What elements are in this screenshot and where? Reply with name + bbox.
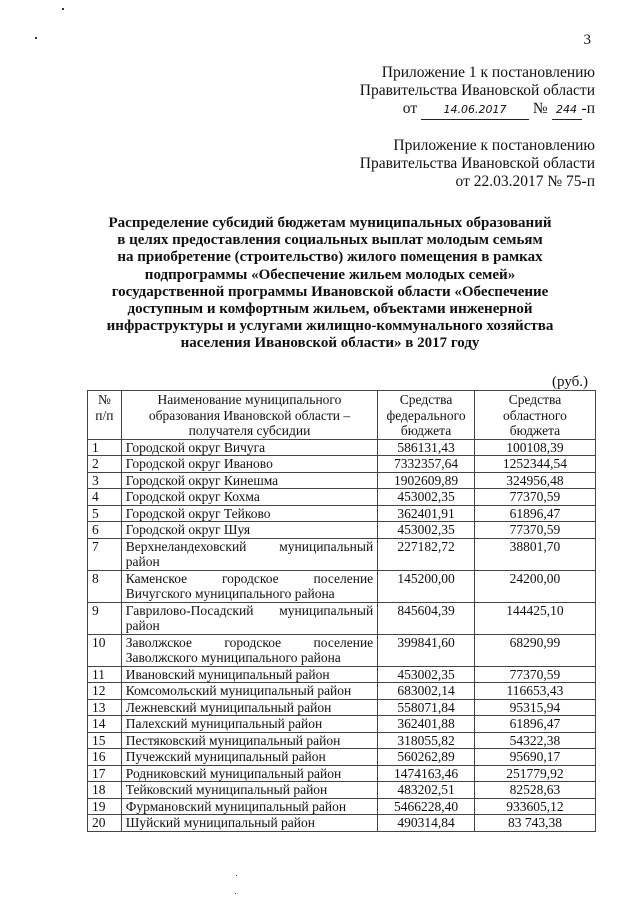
appendix-current [360, 64, 595, 120]
title-line: в целях предоставления социальных выплат молодым семьям [117, 232, 543, 249]
row-federal: 145200,00 [378, 570, 475, 602]
number-suffix: -п [581, 100, 595, 117]
table-row [88, 699, 596, 716]
row-regional: 77370,59 [474, 666, 595, 683]
row-num: 15 [88, 732, 122, 749]
table-row [88, 765, 596, 782]
header-num: № п/п [88, 391, 122, 440]
row-num: 10 [88, 634, 122, 666]
row-federal: 227182,72 [378, 538, 475, 570]
row-federal: 362401,91 [378, 505, 475, 522]
row-regional: 82528,63 [474, 782, 595, 799]
row-regional: 95315,94 [474, 699, 595, 716]
row-regional: 61896,47 [474, 505, 595, 522]
row-name: Городской округ Иваново [121, 456, 377, 473]
table-row [88, 732, 596, 749]
scan-speck [35, 37, 37, 39]
row-federal: 560262,89 [378, 749, 475, 766]
row-num: 8 [88, 570, 122, 602]
table-row [88, 749, 596, 766]
row-name: Пучежский муниципальный район [121, 749, 377, 766]
appendix-current-line3 [360, 100, 595, 120]
row-name: Гаврилово-Посадский муниципальный район [121, 602, 377, 634]
row-federal: 1902609,89 [378, 472, 475, 489]
table-row [88, 798, 596, 815]
row-federal: 1474163,46 [378, 765, 475, 782]
row-federal: 586131,43 [378, 439, 475, 456]
table-row [88, 716, 596, 733]
row-federal: 453002,35 [378, 489, 475, 506]
row-federal: 318055,82 [378, 732, 475, 749]
row-name: Тейковский муниципальный район [121, 782, 377, 799]
row-name: Фурмановский муниципальный район [121, 798, 377, 815]
appendix-previous-line3: от 22.03.2017 № 75-п [455, 173, 595, 190]
handwritten-date: 14.06.2017 [421, 101, 529, 120]
title-line: подпрограммы «Обеспечение жильем молодых семей» [144, 266, 516, 283]
row-num: 20 [88, 815, 122, 832]
row-regional: 100108,39 [474, 439, 595, 456]
table-row [88, 683, 596, 700]
table-row [88, 472, 596, 489]
row-federal: 399841,60 [378, 634, 475, 666]
row-regional: 77370,59 [474, 522, 595, 539]
row-name: Шуйский муниципальный район [121, 815, 377, 832]
row-regional: 933605,12 [474, 798, 595, 815]
scan-speck [236, 875, 237, 876]
table-row [88, 602, 596, 634]
title-line: доступным и комфортным жильем, объектами инженерной [127, 301, 533, 318]
handwritten-number: 244 [552, 101, 582, 120]
row-regional: 38801,70 [474, 538, 595, 570]
title-line: Распределение субсидий бюджетам муниципальных образований [108, 215, 552, 231]
row-name: Комсомольский муниципальный район [121, 683, 377, 700]
table-row [88, 538, 596, 570]
number-label: № [532, 100, 548, 117]
table-row [88, 666, 596, 683]
row-num: 11 [88, 666, 122, 683]
row-name: Городской округ Шуя [121, 522, 377, 539]
row-name: Каменское городское поселение Вичугского муниципального района [121, 570, 377, 602]
header-federal: Средства федерального бюджета [378, 391, 475, 440]
appendix-previous-line1: Приложение к постановлению [393, 137, 595, 154]
currency-unit: (руб.) [552, 374, 588, 390]
row-regional: 54322,38 [474, 732, 595, 749]
title-line: инфраструктуры и услугами жилищно-коммунального хозяйства [106, 318, 554, 335]
row-name: Городской округ Тейково [121, 505, 377, 522]
table-row [88, 505, 596, 522]
row-num: 1 [88, 439, 122, 456]
row-federal: 483202,51 [378, 782, 475, 799]
row-num: 2 [88, 456, 122, 473]
row-regional: 24200,00 [474, 570, 595, 602]
table-row [88, 456, 596, 473]
row-federal: 453002,35 [378, 666, 475, 683]
table-header-row [88, 391, 596, 440]
row-regional: 251779,92 [474, 765, 595, 782]
table-row [88, 815, 596, 832]
appendix-current-line1: Приложение 1 к постановлению [381, 64, 595, 81]
row-federal: 453002,35 [378, 522, 475, 539]
title-line: населения Ивановской области» в 2017 году [180, 335, 480, 352]
row-name: Городской округ Вичуга [121, 439, 377, 456]
header-regional: Средства областного бюджета [474, 391, 595, 440]
row-num: 19 [88, 798, 122, 815]
row-regional: 144425,10 [474, 602, 595, 634]
row-federal: 362401,88 [378, 716, 475, 733]
row-num: 3 [88, 472, 122, 489]
row-federal: 683002,14 [378, 683, 475, 700]
table-row [88, 570, 596, 602]
row-num: 9 [88, 602, 122, 634]
row-regional: 83 743,38 [474, 815, 595, 832]
appendix-previous [360, 137, 595, 191]
row-name: Ивановский муниципальный район [121, 666, 377, 683]
row-name: Пестяковский муниципальный район [121, 732, 377, 749]
row-num: 16 [88, 749, 122, 766]
row-name: Лежневский муниципальный район [121, 699, 377, 716]
row-name: Верхнеландеховский муниципальный район [121, 538, 377, 570]
row-federal: 490314,84 [378, 815, 475, 832]
title-line: государственной программы Ивановской области «Обеспечение [111, 283, 549, 300]
from-label: от [402, 100, 418, 117]
row-regional: 116653,43 [474, 683, 595, 700]
row-regional: 77370,59 [474, 489, 595, 506]
appendix-current-line2: Правительства Ивановской области [359, 82, 595, 99]
row-num: 18 [88, 782, 122, 799]
row-federal: 5466228,40 [378, 798, 475, 815]
subsidy-table [87, 390, 596, 832]
row-name: Родниковский муниципальный район [121, 765, 377, 782]
header-name: Наименование муниципального образования Ивановской области – получателя субсидии [121, 391, 377, 440]
row-name: Городской округ Кохма [121, 489, 377, 506]
table-row [88, 522, 596, 539]
row-name: Палехский муниципальный район [121, 716, 377, 733]
appendix-previous-line2: Правительства Ивановской области [359, 155, 595, 172]
row-regional: 324956,48 [474, 472, 595, 489]
table-row [88, 439, 596, 456]
table-row [88, 489, 596, 506]
document-title [95, 215, 565, 353]
page-number: 3 [583, 32, 591, 48]
scan-speck [62, 8, 64, 10]
row-federal: 7332357,64 [378, 456, 475, 473]
row-num: 7 [88, 538, 122, 570]
row-federal: 558071,84 [378, 699, 475, 716]
row-name: Городской округ Кинешма [121, 472, 377, 489]
row-regional: 61896,47 [474, 716, 595, 733]
row-num: 12 [88, 683, 122, 700]
row-regional: 1252344,54 [474, 456, 595, 473]
row-federal: 845604,39 [378, 602, 475, 634]
row-num: 17 [88, 765, 122, 782]
row-num: 4 [88, 489, 122, 506]
table-row [88, 782, 596, 799]
row-regional: 68290,99 [474, 634, 595, 666]
row-num: 5 [88, 505, 122, 522]
row-num: 14 [88, 716, 122, 733]
row-num: 13 [88, 699, 122, 716]
row-regional: 95690,17 [474, 749, 595, 766]
row-num: 6 [88, 522, 122, 539]
scan-speck [235, 893, 236, 894]
table-row [88, 634, 596, 666]
row-name: Заволжское городское поселение Заволжского муниципального района [121, 634, 377, 666]
title-line: на приобретение (строительство) жилого помещения в рамках [117, 249, 543, 266]
